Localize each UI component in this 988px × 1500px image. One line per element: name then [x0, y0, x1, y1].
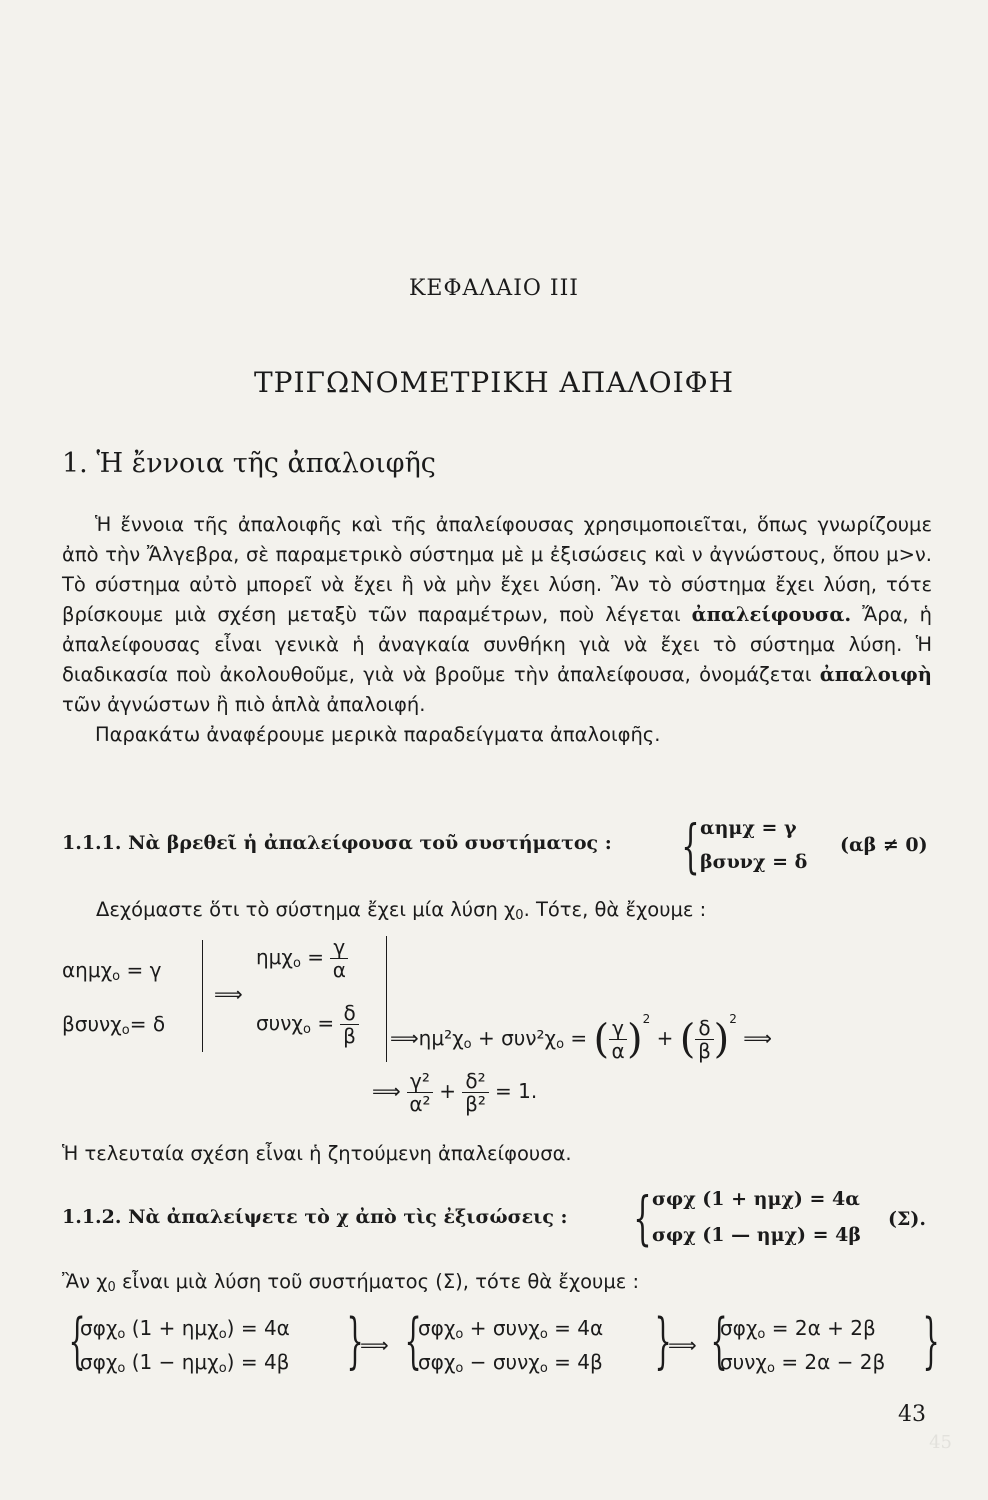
system-c-eq2: συνχ$_o$ = 2α − 2β [720, 1350, 886, 1376]
intro-text-b: Ἄρα, ἡ ἀπαλείφουσας εἶναι γενικὰ ἡ ἀναγκαία συνθήκη γιὰ νὰ ἔχει τὸ σύστημα λύση. Ἡ διαδικασία ποὺ ἀκολουθοῦμε, γιὰ νὰ βροῦμε τὴν ἀπαλείφουσα, ὀνομάζεται [62, 603, 933, 686]
final-fraction-1: $\frac{\text{γ²}}{\text{α²}}$ [407, 1070, 433, 1115]
example-1-label: 1.1.1. Νὰ βρεθεῖ ἡ ἀπαλείφουσα τοῦ συστήματος : [62, 832, 612, 854]
example-2-brace: { [633, 1184, 652, 1252]
chapter-heading: ΚΕΦΑΛΑΙΟ ΙΙΙ [409, 276, 579, 301]
example-2-assumption: Ἂν $\chi_0$ εἶναι μιὰ λύση τοῦ συστήματος (Σ), τότε θὰ ἔχουμε : [62, 1270, 640, 1295]
fraction-delta-beta: $\frac{\delta}{\beta}$ [340, 1002, 358, 1047]
final-relation: ⟹ $\frac{\text{γ²}}{\text{α²}}$ + $\frac{\text{δ²}}{\text{β²}}$ = 1. [372, 1069, 538, 1116]
implies-arrow-6: ⟹ [668, 1333, 697, 1357]
final-fraction-2: $\frac{\text{δ²}}{\text{β²}}$ [462, 1070, 488, 1115]
system-a-brace: { [68, 1306, 86, 1376]
system-b-close: } [654, 1306, 672, 1376]
paren-fraction-1: $\frac{\gamma}{\alpha}$ [609, 1017, 627, 1062]
intro-text-a: Ἡ ἔννοια τῆς ἀπαλοιφῆς καὶ τῆς ἀπαλείφουσας χρησιμοποιεῖται, ὅπως γνωρίζουμε ἀπὸ τὴν Ἄλγεβρα, σὲ παραμετρικὸ σύστημα μὲ μ ἐξισώσεις καὶ ν ἀγνώστους, ὅπου μ>ν. Τὸ σύστημα αὐτὸ μπορεῖ νὰ ἔχει ἢ νὰ μὴν ἔχει λύση. Ἂν τὸ σύστημα ἔχει λύση, τότε βρίσκουμε μιὰ σχέση μεταξὺ τῶν παραμέτρων, ποὺ λέγεται [62, 513, 932, 626]
example-1-condition: (αβ ≠ 0) [840, 834, 928, 856]
ex1-given-system [62, 940, 203, 1052]
system-b-brace: { [404, 1306, 422, 1376]
cos-solution: συνχ$_o$ = $\frac{\delta}{\beta}$ [256, 1002, 359, 1047]
intro-text-c: τῶν ἀγνώστων ἢ πιὸ ἁπλὰ ἀπαλοιφή. [62, 693, 426, 716]
intro-paragraph [62, 510, 932, 720]
system-c-eq1: σφχ$_o$ = 2α + 2β [720, 1316, 876, 1342]
assume-sub: 0 [515, 908, 524, 923]
term-apaloifi: ἀπαλοιφὴ [819, 663, 932, 686]
page-title: ΤΡΙΓΩΝΟΜΕΤΡΙΚΗ ΑΠΑΛΟΙΦΗ [253, 366, 735, 399]
paren-fraction-2: $\frac{\delta}{\beta}$ [695, 1017, 713, 1062]
system-b-eq1: σφχ$_o$ + συνχ$_o$ = 4α [418, 1316, 604, 1342]
example-2-eq1: σφχ (1 + ημχ) = 4α [652, 1188, 860, 1210]
example-1-eq2: βσυνχ = δ [700, 851, 808, 873]
example-1-assumption [96, 898, 706, 923]
example-1-eq1: αημχ = γ [700, 817, 797, 839]
example-1-brace: { [681, 812, 700, 880]
intro-examples-line: Παρακάτω ἀναφέρουμε μερικὰ παραδείγματα ἀπαλοιφῆς. [95, 723, 661, 746]
intro-text [62, 510, 932, 750]
example-2-label: 1.1.2. Νὰ ἀπαλείψετε τὸ χ ἀπὸ τὶς ἐξισώσεις : [62, 1206, 568, 1228]
example-2-eq2: σφχ (1 — ημχ) = 4β [652, 1224, 861, 1246]
page-number: 43 [898, 1402, 926, 1427]
assume-end: . Τότε, θὰ ἔχουμε : [523, 898, 707, 921]
implies-arrow-1: ⟹ [214, 982, 243, 1006]
system-a-eq2: σφχ$_o$ (1 − ημχ$_o$) = 4β [80, 1350, 290, 1376]
ghost-page-number: 45 [929, 1432, 952, 1453]
system-b-eq2: σφχ$_o$ − συνχ$_o$ = 4β [418, 1350, 603, 1376]
section-heading: 1. Ἡ ἔννοια τῆς ἀπαλοιφῆς [62, 448, 436, 479]
example-1-conclusion: Ἡ τελευταία σχέση εἶναι ἡ ζητούμενη ἀπαλείφουσα. [62, 1142, 572, 1165]
system-c-close: } [922, 1306, 940, 1376]
identity-step: $⟹\eta\mu^2\chi_o + \sigma\upsilon\nu^2\chi_o$ = ( $\frac{\gamma}{\alpha}$ )$^2$ + ( $\frac{\delta}{\beta}$ )$^2$ ⟹ [390, 1012, 772, 1063]
given-eq2: βσυνχ$_o$= δ [62, 1012, 166, 1038]
implies-arrow-3: ⟹ [743, 1026, 772, 1050]
ex1-solved-system [256, 936, 387, 1062]
fraction-gamma-alpha: $\frac{\gamma}{\alpha}$ [330, 936, 348, 981]
given-eq1: αημχ$_o$ = γ [62, 958, 162, 984]
implies-arrow-4: ⟹ [372, 1079, 401, 1103]
implies-arrow-5: ⟹ [360, 1333, 389, 1357]
implies-arrow-2: ⟹ [390, 1026, 419, 1050]
term-apaleifousa: ἀπαλείφουσα. [691, 603, 852, 626]
assume-text: Δεχόμαστε ὅτι τὸ σύστημα ἔχει μία λύση χ [96, 898, 516, 921]
system-c-brace: { [710, 1306, 728, 1376]
sin-solution: ημχ$_o$ = $\frac{\gamma}{\alpha}$ [256, 936, 348, 981]
example-2-tag: (Σ). [888, 1208, 927, 1230]
system-a-eq1: σφχ$_o$ (1 + ημχ$_o$) = 4α [80, 1316, 290, 1342]
system-a-close: } [346, 1306, 364, 1376]
